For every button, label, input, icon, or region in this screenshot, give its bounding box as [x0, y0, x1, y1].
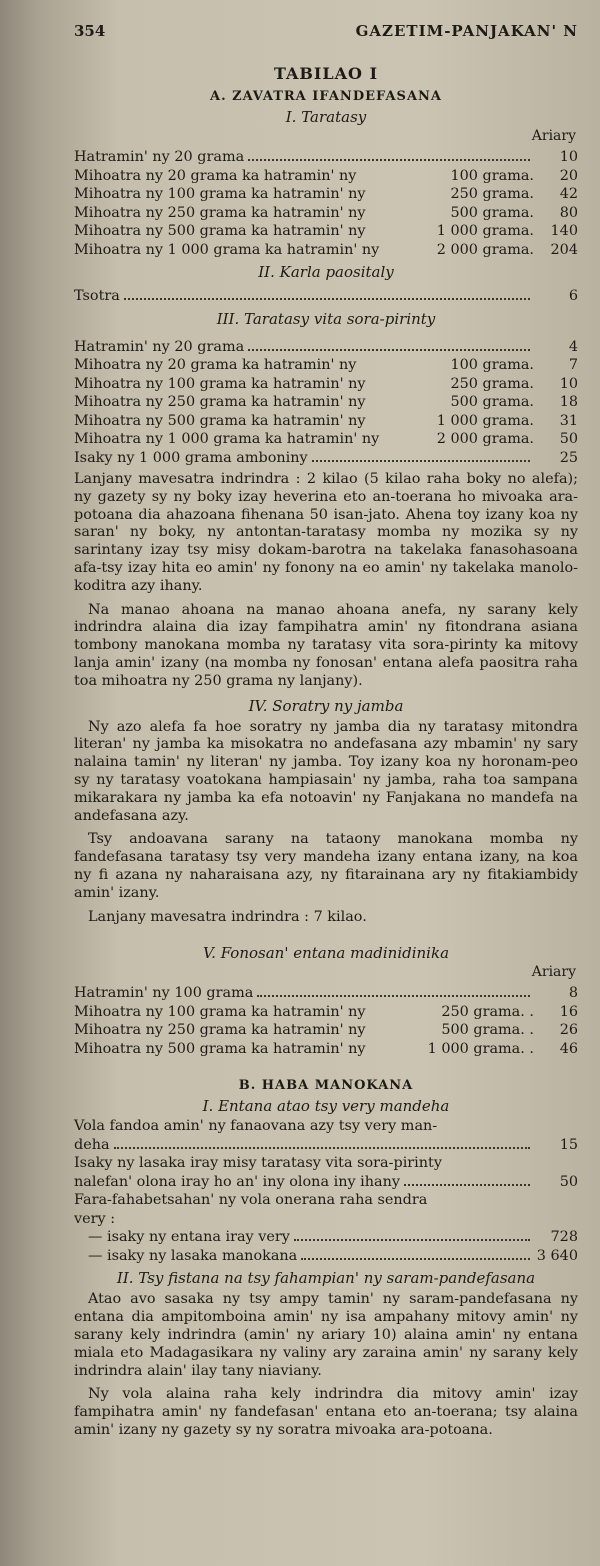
rate-row: Mihoatra ny 100 grama ka hatramin' ny 250 grama. 10 [74, 375, 578, 392]
rate-row: deha 15 [74, 1136, 578, 1153]
fistana-paragraph-1: Atao avo sasaka ny tsy ampy tamin' ny saram-pandefasana ny entana dia ampitomboina amin' ny isa ampahany mitovy amin' ny sarany kely indrindra (amin' ny ariary 10) alaina amin' ny entana miala eto Madagasikara ny valiny ary zaraina amin' ny sarany kely indrindra alain' ilay tany niaviany. [74, 1291, 578, 1379]
currency-unit: Ariary [531, 964, 576, 981]
rate-row: Mihoatra ny 1 000 grama ka hatramin' ny 2 000 grama. 50 [74, 431, 578, 447]
entana-row-1-line-1: Vola fandoa amin' ny fanaovana azy tsy very man- [74, 1118, 438, 1135]
vita-paragraph-1: Lanjany mavesatra indrindra : 2 kilao (5 kilao raha boky no alefa); ny gazety sy ny boky izay heverina eto an-toerana ho mivoaka ara-potoana dia ahazoana fihenana 50 isan-jato. Ahena toy izany koa ny saran' ny boky, ny antontan-taratasy momba ny mozika sy ny sarintany izay tsy misy dokam-barotra na takelaka fanasohasoana afa-tsy izay hita eo amin' ny fonony na eo amin' ny takelaka manolo-koditra azy ihany. [74, 471, 578, 594]
rate-row: Hatramin' ny 20 grama 10 [74, 149, 578, 165]
running-head [74, 22, 578, 58]
rate-row: — isaky ny entana iray very 728 [88, 1229, 578, 1246]
entana-row-2-line-1: Isaky ny lasaka iray misy taratasy vita sora-pirinty [74, 1155, 442, 1172]
rate-row: Isaky ny 1 000 grama amboniny 25 [74, 449, 578, 466]
journal-title: GAZETIM-PANJAKAN' N [355, 22, 578, 40]
rate-row: Mihoatra ny 20 grama ka hatramin' ny 100 grama. 7 [74, 357, 578, 373]
fistana-title: II. Tsy fistana na tsy fahampian' ny saram-pandefasana [116, 1269, 536, 1288]
rate-row: Hatramin' ny 100 grama 8 [74, 985, 578, 1002]
currency-unit: Ariary [531, 128, 576, 144]
taratasy-rates [74, 148, 578, 259]
rate-row: — isaky ny lasaka manokana 3 640 [88, 1247, 578, 1264]
vita-title: III. Taratasy vita sora-pirinty [216, 309, 436, 328]
section-a-title: A. ZAVATRA IFANDEFASANA [209, 89, 442, 104]
rate-row: Mihoatra ny 1 000 grama ka hatramin' ny 2 000 grama. 204 [74, 241, 578, 258]
jamba-paragraph-2: Tsy andoavana sarany na tataony manokana momba ny fandefasana taratasy tsy very mandeha izany entana izany, na koa ny fi azana ny naharaisana azy, ny fitarainana ary ny fitakiambidy amin' izany. [74, 831, 578, 901]
rate-row: Mihoatra ny 250 grama ka hatramin' ny 500 grama. . 26 [74, 1022, 578, 1039]
jamba-paragraph-3: Lanjany mavesatra indrindra : 7 kilao. [88, 908, 367, 925]
jamba-title: IV. Soratry ny jamba [248, 696, 404, 715]
table-title: TABILAO I [273, 64, 379, 83]
rate-row: Mihoatra ny 100 grama ka hatramin' ny 250 grama. 42 [74, 186, 578, 202]
fonosana-title: V. Fonosan' entana madinidinika [202, 944, 450, 963]
entana-title: I. Entana atao tsy very mandeha [202, 1097, 450, 1116]
vita-paragraph-2: Na manao ahoana na manao ahoana anefa, ny sarany kely indrindra alaina dia izay fampihatra amin' ny fitondrana asiana tombony manokana momba ny taratasy vita sora-pirinty ka mitovy lanja amin' izany (na momba ny fonosan' entana alefa paositra raha toa mihoatra ny 250 grama ny lanjany). [74, 601, 578, 689]
fonosana-rates [74, 984, 578, 1058]
jamba-paragraph-1: Ny azo alefa fa hoe soratry ny jamba dia ny taratasy mitondra literan' ny jamba ka misokatra no andefasana azy mbamin' ny sary nalaina tamin' ny literan' ny jamba. Toy izany koa ny horonam-peo sy ny taratasy voatokana hampiasain' ny jamba, raha toa sampana mikarakara ny jamba ka efa notoavin' ny Fanjakana no mandefa na andefasana azy. [74, 718, 578, 824]
entana-row-3-line-1: Fara-fahabetsahan' ny vola onerana raha sendra [74, 1192, 428, 1209]
rate-row: Hatramin' ny 20 grama 4 [74, 338, 578, 355]
entana-row-3-line-2: very : [74, 1210, 116, 1227]
karla-title: II. Karla paositaly [258, 263, 394, 281]
rate-row: Tsotra 6 [74, 288, 578, 304]
vita-rates [74, 338, 578, 468]
rate-row: Mihoatra ny 500 grama ka hatramin' ny 1 000 grama. . 46 [74, 1040, 578, 1057]
rate-row: Mihoatra ny 500 grama ka hatramin' ny 1 000 grama. 31 [74, 412, 578, 429]
rate-row: Mihoatra ny 250 grama ka hatramin' ny 500 grama. 18 [74, 394, 578, 410]
entana-rates [74, 1117, 578, 1265]
rate-row: Mihoatra ny 20 grama ka hatramin' ny 100 grama. 20 [74, 167, 578, 184]
page-number: 354 [74, 22, 106, 40]
rate-row: Mihoatra ny 250 grama ka hatramin' ny 500 grama. 80 [74, 204, 578, 221]
rate-row: Mihoatra ny 100 grama ka hatramin' ny 250 grama. . 16 [74, 1003, 578, 1020]
rate-row: nalefan' olona iray ho an' iny olona iny ihany 50 [74, 1173, 578, 1190]
section-b-title: B. HABA MANOKANA [238, 1078, 414, 1094]
fistana-paragraph-2: Ny vola alaina raha kely indrindra dia mitovy amin' izay fampihatra amin' ny fandefasan' entana eto an-toerana; tsy alaina amin' izany ny gazety sy ny soratra mivoaka ara-potoana. [74, 1386, 578, 1438]
taratasy-title: I. Taratasy [285, 108, 367, 126]
rate-row: Mihoatra ny 500 grama ka hatramin' ny 1 000 grama. 140 [74, 223, 578, 239]
